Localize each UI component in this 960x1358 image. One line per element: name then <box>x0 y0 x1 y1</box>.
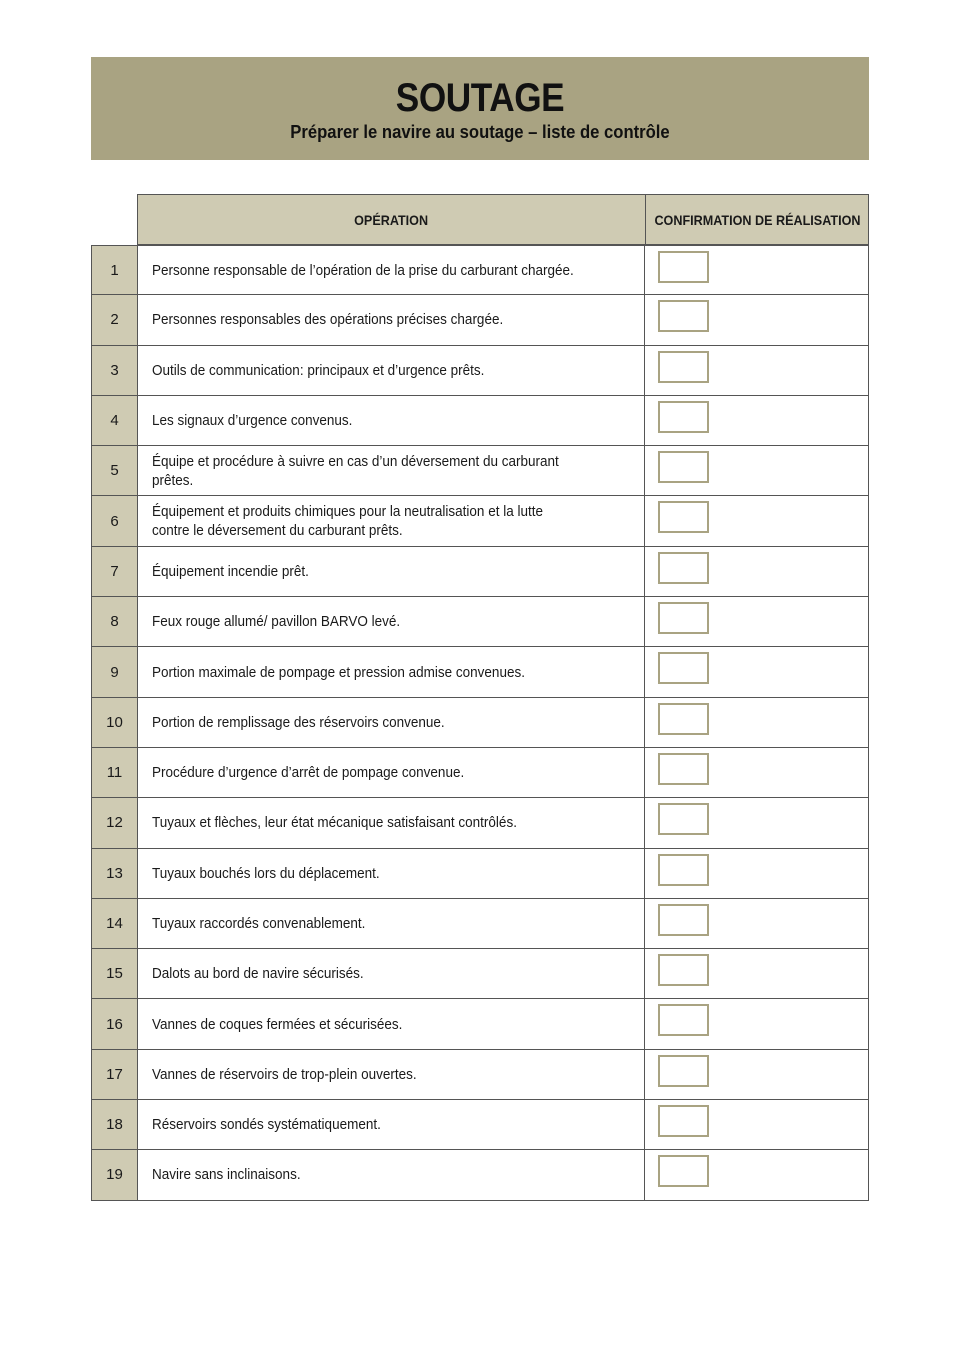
table-header-row <box>91 194 869 245</box>
page-subtitle: Préparer le navire au soutage – liste de contrôle <box>290 121 670 142</box>
operation-text: Personnes responsables des opérations précises chargée. <box>152 311 504 329</box>
confirmation-checkbox[interactable] <box>658 401 709 433</box>
confirmation-cell <box>646 1100 868 1149</box>
column-header-operation: OPÉRATION <box>137 194 646 245</box>
row-number: 16 <box>92 999 138 1048</box>
row-number: 4 <box>92 396 138 445</box>
confirmation-cell <box>646 396 868 445</box>
row-number: 5 <box>92 446 138 495</box>
confirmation-cell <box>646 849 868 898</box>
table-row <box>91 999 869 1049</box>
operation-text: Procédure d’urgence d’arrêt de pompage convenue. <box>152 764 465 782</box>
table-row <box>91 1150 869 1200</box>
table-row <box>91 496 869 546</box>
row-number: 3 <box>92 346 138 395</box>
table-row <box>91 849 869 899</box>
operation-cell <box>138 496 645 545</box>
confirmation-checkbox[interactable] <box>658 501 709 533</box>
confirmation-checkbox[interactable] <box>658 251 709 283</box>
confirmation-checkbox[interactable] <box>658 1105 709 1137</box>
confirmation-cell <box>646 446 868 495</box>
confirmation-checkbox[interactable] <box>658 552 709 584</box>
operation-cell <box>138 748 645 797</box>
table-row <box>91 899 869 949</box>
operation-text: Les signaux d’urgence convenus. <box>152 412 353 430</box>
operation-text: Outils de communication: principaux et d’urgence prêts. <box>152 361 485 379</box>
table-row <box>91 1100 869 1150</box>
operation-text: Réservoirs sondés systématiquement. <box>152 1116 381 1134</box>
confirmation-cell <box>646 547 868 596</box>
operation-text: Feux rouge allumé/ pavillon BARVO levé. <box>152 613 401 631</box>
confirmation-cell <box>646 899 868 948</box>
operation-text: Tuyaux bouchés lors du déplacement. <box>152 864 380 882</box>
operation-text: Équipement et produits chimiques pour la neutralisation et la lutte contre le déversement du carburant prêts. <box>152 503 543 540</box>
checklist-table <box>91 194 869 1201</box>
row-number: 17 <box>92 1050 138 1099</box>
confirmation-cell <box>646 698 868 747</box>
confirmation-checkbox[interactable] <box>658 300 709 332</box>
row-number: 19 <box>92 1150 138 1199</box>
confirmation-cell <box>646 647 868 696</box>
operation-text: Vannes de coques fermées et sécurisées. <box>152 1015 403 1033</box>
confirmation-cell <box>646 798 868 847</box>
table-row <box>91 547 869 597</box>
column-header-confirmation: CONFIRMATION DE RÉALISATION <box>645 194 869 245</box>
operation-cell <box>138 899 645 948</box>
row-number: 1 <box>92 246 138 294</box>
confirmation-checkbox[interactable] <box>658 854 709 886</box>
confirmation-checkbox[interactable] <box>658 1055 709 1087</box>
confirmation-cell <box>646 748 868 797</box>
confirmation-checkbox[interactable] <box>658 803 709 835</box>
confirmation-checkbox[interactable] <box>658 954 709 986</box>
table-row <box>91 597 869 647</box>
confirmation-checkbox[interactable] <box>658 652 709 684</box>
operation-cell <box>138 1100 645 1149</box>
table-row <box>91 949 869 999</box>
operation-text: Navire sans inclinaisons. <box>152 1166 301 1184</box>
table-row <box>91 346 869 396</box>
operation-cell <box>138 647 645 696</box>
operation-text: Tuyaux et flèches, leur état mécanique satisfaisant contrôlés. <box>152 814 517 832</box>
confirmation-checkbox[interactable] <box>658 602 709 634</box>
row-number: 18 <box>92 1100 138 1149</box>
table-row <box>91 698 869 748</box>
row-number: 6 <box>92 496 138 545</box>
table-row <box>91 1050 869 1100</box>
confirmation-cell <box>646 246 868 294</box>
row-number: 7 <box>92 547 138 596</box>
operation-cell <box>138 798 645 847</box>
confirmation-checkbox[interactable] <box>658 753 709 785</box>
confirmation-cell <box>646 1150 868 1199</box>
row-number: 2 <box>92 295 138 344</box>
confirmation-cell <box>646 496 868 545</box>
operation-text: Portion de remplissage des réservoirs convenue. <box>152 713 445 731</box>
confirmation-cell <box>646 949 868 998</box>
confirmation-checkbox[interactable] <box>658 904 709 936</box>
operation-text: Vannes de réservoirs de trop-plein ouvertes. <box>152 1065 417 1083</box>
operation-cell <box>138 1050 645 1099</box>
table-row <box>91 295 869 345</box>
operation-text: Dalots au bord de navire sécurisés. <box>152 965 364 983</box>
confirmation-checkbox[interactable] <box>658 351 709 383</box>
row-number: 8 <box>92 597 138 646</box>
row-number: 15 <box>92 949 138 998</box>
confirmation-cell <box>646 1050 868 1099</box>
operation-text: Équipement incendie prêt. <box>152 562 309 580</box>
confirmation-checkbox[interactable] <box>658 451 709 483</box>
confirmation-checkbox[interactable] <box>658 1004 709 1036</box>
table-row <box>91 798 869 848</box>
confirmation-cell <box>646 597 868 646</box>
operation-cell <box>138 446 645 495</box>
operation-text: Portion maximale de pompage et pression admise convenues. <box>152 663 525 681</box>
row-number: 14 <box>92 899 138 948</box>
operation-cell <box>138 698 645 747</box>
header-banner <box>91 57 869 160</box>
operation-text: Tuyaux raccordés convenablement. <box>152 915 366 932</box>
operation-cell <box>138 597 645 646</box>
operation-cell <box>138 849 645 898</box>
table-row <box>91 647 869 697</box>
operation-cell <box>138 396 645 445</box>
row-number: 9 <box>92 647 138 696</box>
table-row <box>91 748 869 798</box>
table-row <box>91 396 869 446</box>
operation-cell <box>138 295 645 344</box>
table-row <box>91 245 869 295</box>
row-number: 12 <box>92 798 138 847</box>
confirmation-checkbox[interactable] <box>658 1155 709 1187</box>
operation-text: Équipe et procédure à suivre en cas d’un déversement du carburant prêtes. <box>152 452 559 489</box>
operation-cell <box>138 949 645 998</box>
operation-cell <box>138 547 645 596</box>
operation-cell <box>138 999 645 1048</box>
table-row <box>91 446 869 496</box>
confirmation-checkbox[interactable] <box>658 703 709 735</box>
page-title: SOUTAGE <box>395 76 565 120</box>
table-body <box>91 245 869 1201</box>
operation-cell <box>138 1150 645 1199</box>
confirmation-cell <box>646 346 868 395</box>
operation-cell <box>138 246 645 294</box>
operation-text: Personne responsable de l’opération de la prise du carburant chargée. <box>152 261 574 279</box>
row-number: 13 <box>92 849 138 898</box>
row-number: 10 <box>92 698 138 747</box>
confirmation-cell <box>646 295 868 344</box>
operation-cell <box>138 346 645 395</box>
row-number: 11 <box>92 748 138 797</box>
confirmation-cell <box>646 999 868 1048</box>
